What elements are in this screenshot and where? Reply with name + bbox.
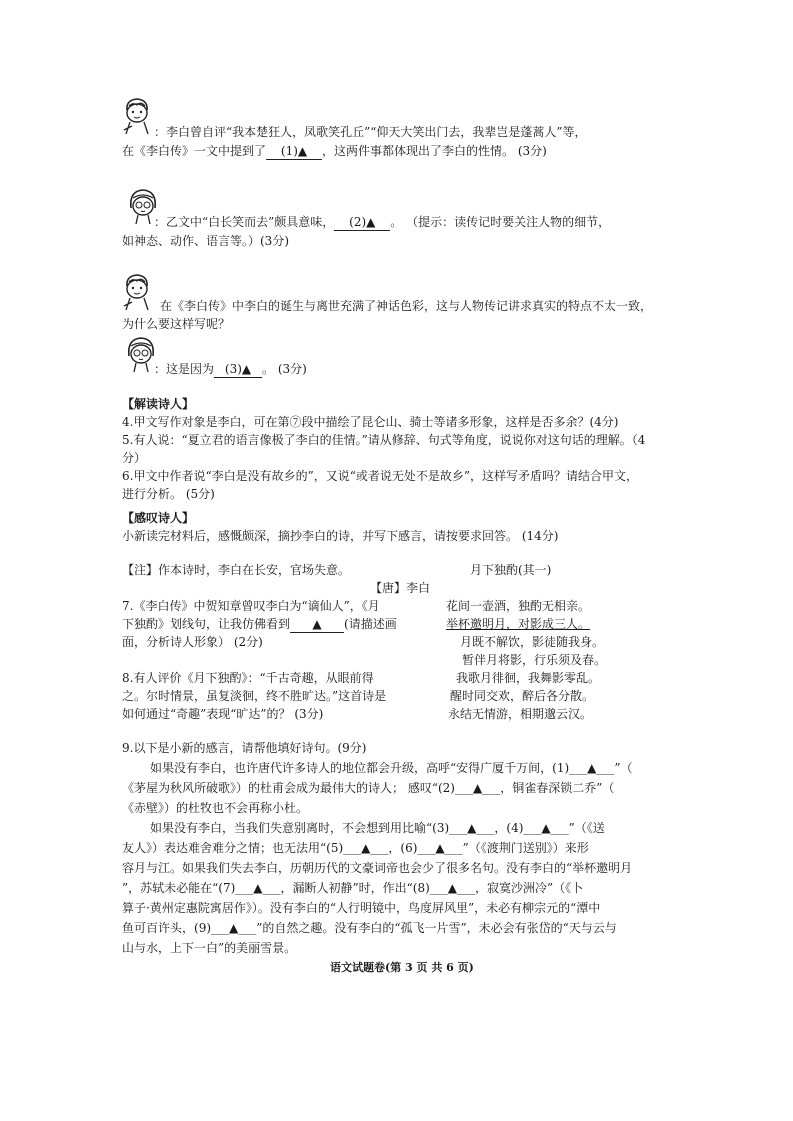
reflection-line: 山与水，上下一白”的美丽雪景。 (122, 941, 297, 955)
reflection-line: 鱼可百许头，(9)___▲___”的自然之趣。没有李白的“孤飞一片雪”，未必会有张岱的“天与云与 (122, 921, 617, 935)
answer-blank[interactable]: (8)___▲___ (412, 881, 476, 895)
section-heading: 【感叹诗人】 (122, 511, 195, 525)
reflection-line: ”，苏轼未必能在“(7)___▲___，漏断人初静”时，作出“(8)___▲___，寂寞沙洲冷”（《卜 (122, 881, 584, 895)
answer-blank[interactable]: (1)___▲___ (552, 761, 615, 775)
girl-avatar-icon (124, 334, 158, 374)
dialogue-line: ：乙文中“白长笑而去”颇具意味， (2)▲ 。 （提示：读传记时要关注人物的细节， (154, 215, 611, 229)
poem-line: 月既不解饮，影徒随我身。 (460, 635, 605, 649)
answer-blank[interactable]: (4)___▲___ (506, 821, 569, 835)
answer-blank[interactable]: (7)___▲___ (218, 881, 281, 895)
answer-blank[interactable]: ▲ (290, 616, 344, 633)
section-heading: 【解读诗人】 (122, 397, 195, 411)
poem-line-underlined: 举杯邀明月，对影成三人。 (446, 617, 591, 631)
answer-blank[interactable]: (2)___▲___ (437, 781, 501, 795)
poem-line: 我歌月徘徊，我舞影零乱。 (456, 671, 601, 685)
dialogue-line: 在《李白传》中李白的诞生与离世充满了神话色彩，这与人物传记讲求真实的特点不太一致， (160, 299, 653, 313)
poem-note: 【注】作本诗时，李白在长安，官场失意。 (122, 563, 351, 577)
answer-blank[interactable]: (9)___▲___ (194, 921, 257, 935)
page-footer: 语文试题卷(第 3 页 共 6 页) (330, 961, 474, 974)
reflection-line: 算子·黄州定惠院寓居作》）。没有李白的“人行明镜中，鸟度屏风里”，未必有柳宗元的“潭中 (122, 901, 601, 915)
reflection-line: 《茅屋为秋风所破歌》）的杜甫会成为最伟大的诗人； 感叹“(2)___▲___，铜雀春深锁二乔”（ (122, 781, 615, 795)
question-7: 7.《李白传》中贺知章曾叹李白为“谪仙人”，《月 (122, 599, 380, 613)
dialogue-line: ：这是因为 (3)▲ 。 (3分) (154, 362, 307, 376)
question-5: 5.有人说：“夏立君的语言像极了李白的佳情。”请从修辞、句式等角度，说说你对这句话的理解。（4 (122, 433, 646, 447)
question-7-cont: 下独酌》划线句，让我仿佛看到 ▲ (请描述画 (122, 617, 397, 631)
poem-author: 【唐】李白 (370, 581, 431, 595)
answer-blank[interactable]: (1)▲ (266, 143, 322, 160)
dialogue-line: 如神态、动作、语言等。）(3分) (122, 234, 289, 248)
question-5-cont: 分） (122, 451, 147, 465)
poem-line: 花间一壶酒，独酌无相亲。 (446, 599, 591, 613)
answer-blank[interactable]: (3)___▲___ (432, 821, 495, 835)
question-6: 6.甲文中作者说“李白是没有故乡的”，又说“或者说无处不是故乡”，这样写矛盾吗？请结合甲文， (122, 469, 638, 483)
dialogue-line: 为什么要这样写呢？ (122, 317, 231, 331)
answer-blank[interactable]: (3)▲ (214, 361, 262, 378)
boy-avatar-icon (120, 96, 154, 136)
question-8-cont: 之。尔时情景，虽复淡徊，终不胜旷达。”这首诗是 (122, 689, 387, 703)
poem-title: 月下独酌(其一) (470, 563, 552, 577)
question-6-cont: 进行分析。 (5分) (122, 487, 215, 501)
reflection-line: 容月与江。如果我们失去李白，历朝历代的文豪词帝也会少了很多名句。没有李白的“举杯邀明月 (122, 861, 633, 875)
reflection-line: 《赤壁》）的杜牧也不会再称小杜。 (122, 801, 309, 815)
answer-blank[interactable]: (5)___▲___ (326, 841, 389, 855)
question-8: 8.有人评价《月下独酌》：“千古奇趣，从眼前得 (122, 671, 374, 685)
poem-line: 暂伴月将影，行乐须及春。 (462, 653, 607, 667)
poem-line: 醒时同交欢，醉后各分散。 (450, 689, 595, 703)
reflection-line: 友人》）表达难舍难分之情；也无法用“(5)___▲___，(6)___▲___”（《渡荆门送别》）来形 (122, 841, 589, 855)
dialogue-line: ：李白曾自评“我本楚狂人，凤歌笑孔丘”“仰天大笑出门去，我辈岂是蓬蒿人”等， (154, 125, 587, 139)
dialogue-line: 在《李白传》一文中提到了 (1)▲ ，这两件事都体现出了李白的性情。 (3分) (122, 144, 547, 158)
answer-blank[interactable]: (6)___▲___ (400, 841, 463, 855)
boy-avatar-icon (120, 272, 154, 312)
question-4: 4.甲文写作对象是李白，可在第⑦段中描绘了昆仑山、骑士等诸多形象，这样是否多余？(4分) (122, 415, 619, 429)
section-intro: 小新读完材料后，感慨颇深，摘抄李白的诗，并写下感言，请按要求回答。 (14分) (122, 529, 559, 543)
question-7-cont: 面，分析诗人形象） (2分) (122, 635, 263, 649)
reflection-line: 如果没有李白，当我们失意别离时，不会想到用比喻“(3)___▲___，(4)___▲___”（《送 (150, 821, 605, 835)
reflection-line: 如果没有李白，也许唐代许多诗人的地位都会升级，高呼“安得广厦千万间，(1)___▲___”（ (150, 761, 633, 775)
answer-blank[interactable]: (2)▲ (334, 214, 390, 231)
poem-line: 永结无情游，相期邈云汉。 (448, 707, 593, 721)
question-9: 9.以下是小新的感言，请帮他填好诗句。(9分) (122, 741, 367, 755)
question-8-cont: 如何通过“奇趣”表现“旷达”的？ (3分) (122, 707, 324, 721)
